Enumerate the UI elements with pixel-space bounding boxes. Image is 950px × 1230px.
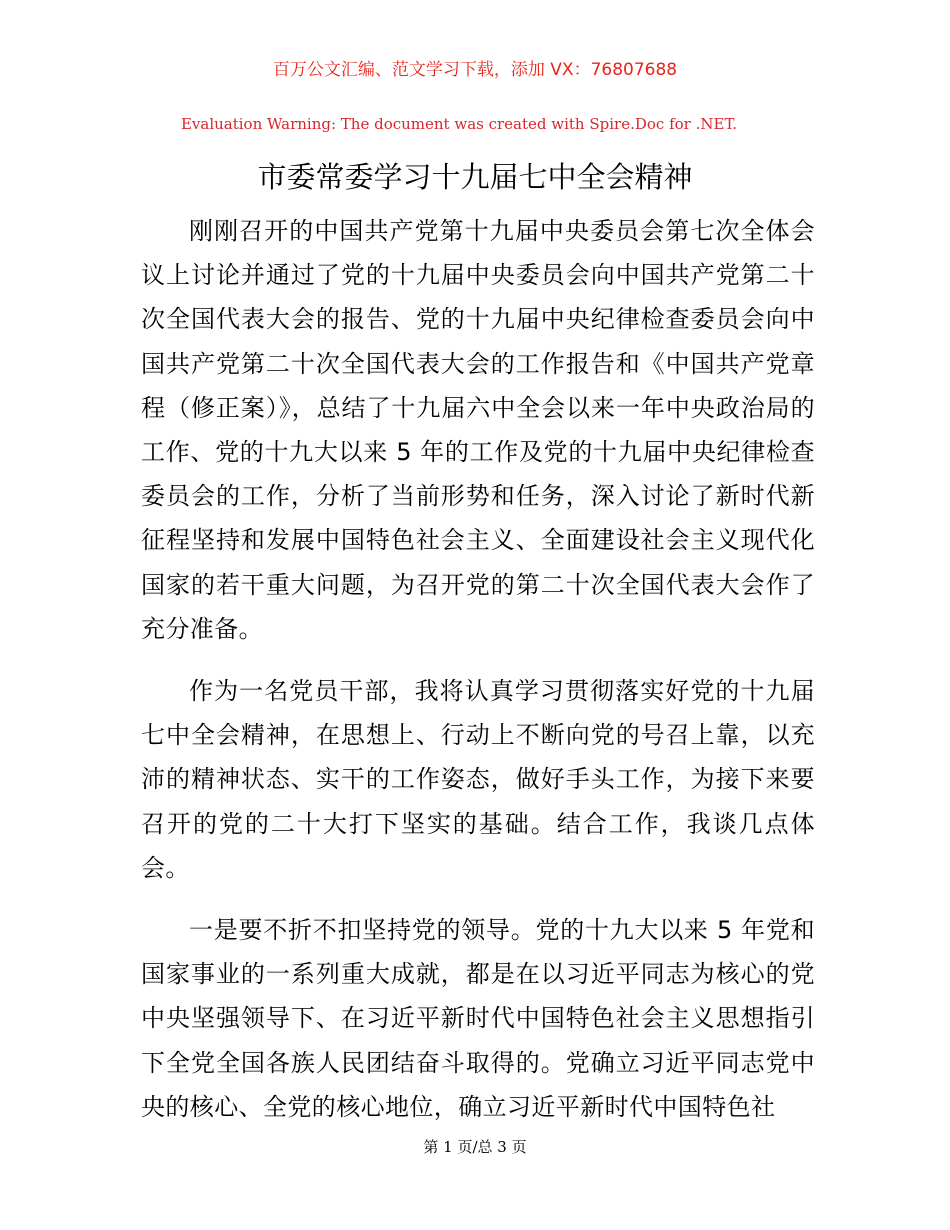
- document-title: 市委常委学习十九届七中全会精神: [257, 160, 693, 194]
- evaluation-warning: Evaluation Warning: The document was created with Spire.Doc for .NET.: [180, 115, 738, 133]
- paragraph: 刚刚召开的中国共产党第十九届中央委员会第七次全体会议上讨论并通过了党的十九届中央委员会向中国共产党第二十次全国代表大会的报告、党的十九届中央纪律检查委员会向中国共产党第二十次全国代表大会的工作报告和《中国共产党章程（修正案）》，总结了十九届六中全会以来一年中央政治局的工作、党的十九大以来 5 年的工作及党的十九届中央纪律检查委员会的工作，分析了当前形势和任务，深入讨论了新时代新征程坚持和发展中国特色社会主义、全面建设社会主义现代化国家的若干重大问题，为召开党的第二十次全国代表大会作了充分准备。: [141, 217, 815, 643]
- paragraph: 作为一名党员干部，我将认真学习贯彻落实好党的十九届七中全会精神，在思想上、行动上不断向党的号召上靠，以充沛的精神状态、实干的工作姿态，做好手头工作，为接下来要召开的党的二十大打下坚实的基础。结合工作，我谈几点体会。: [141, 677, 815, 882]
- header-ad-banner: 百万公文汇编、范文学习下载，添加 VX：76807688: [272, 60, 678, 80]
- page-number-footer: 第 1 页/总 3 页: [423, 1138, 527, 1156]
- paragraph: 一是要不折不扣坚持党的领导。党的十九大以来 5 年党和国家事业的一系列重大成就，都是在以习近平同志为核心的党中央坚强领导下、在习近平新时代中国特色社会主义思想指引下全党全国各族人民团结奋斗取得的。党确立习近平同志党中央的核心、全党的核心地位，确立习近平新时代中国特色社: [141, 916, 815, 1121]
- document-body: [141, 209, 815, 1129]
